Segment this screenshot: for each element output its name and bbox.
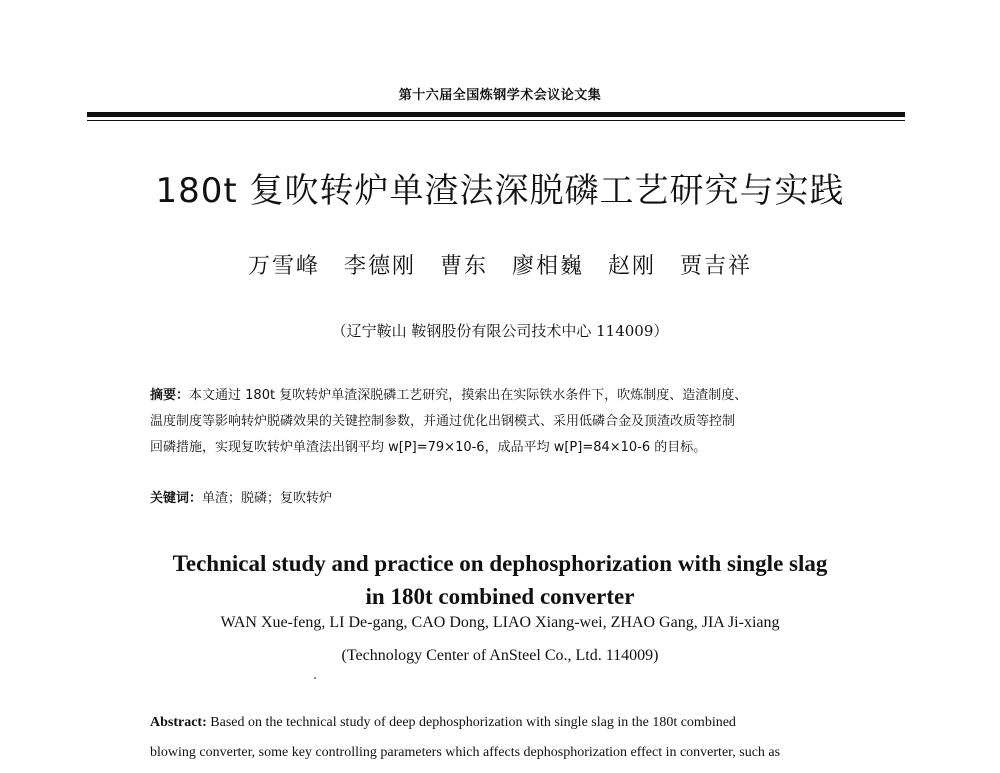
abstract-en-text-1: Based on the technical study of deep dephosphorization with single slag in the 180t combined [206, 715, 736, 730]
scan-speck [314, 677, 316, 679]
abstract-cn-label: 摘要： [150, 388, 190, 403]
running-header: 第十六届全国炼钢学术会议论文集 [398, 88, 602, 103]
authors-cn: 万雪峰 李德刚 曹东 廖相巍 赵刚 贾吉祥 [247, 254, 752, 279]
paper-title-en-line-1: Technical study and practice on dephosphorization with single slag [172, 551, 828, 576]
abstract-cn-line-1 [150, 383, 850, 409]
abstract-cn [150, 383, 850, 461]
keywords-cn-label: 关键词： [150, 491, 203, 506]
abstract-cn-line-3: 回磷措施，实现复吹转炉单渣法出钢平均 w[P]=79×10-6，成品平均 w[P]=84×10-6 的目标。 [150, 440, 707, 455]
abstract-cn-line-2: 温度制度等影响转炉脱磷效果的关键控制参数，并通过优化出钢模式、采用低磷合金及顶渣改质等控制 [150, 414, 736, 429]
keywords-cn [150, 487, 332, 506]
abstract-en-label: Abstract: [150, 715, 207, 730]
abstract-en [150, 713, 850, 773]
header-rule-thick [87, 112, 905, 117]
affiliation-en: (Technology Center of AnSteel Co., Ltd. 114009) [341, 647, 659, 664]
paper-title-en-line-2: in 180t combined converter [365, 584, 635, 609]
affiliation-cn: （辽宁鞍山 鞍钢股份有限公司技术中心 114009） [331, 322, 669, 340]
abstract-cn-text-1: 本文通过 180t 复吹转炉单渣深脱磷工艺研究，摸索出在实际铁水条件下，吹炼制度、造渣制度、 [189, 388, 748, 403]
header-rule-thin [87, 120, 905, 121]
authors-en: WAN Xue-feng, LI De-gang, CAO Dong, LIAO Xiang-wei, ZHAO Gang, JIA Ji-xiang [220, 614, 780, 631]
abstract-en-line-2: blowing converter, some key controlling parameters which affects dephosphorization effect in converter, such as [150, 745, 781, 760]
paper-title-cn: 180t 复吹转炉单渣法深脱磷工艺研究与实践 [155, 171, 845, 211]
paper-title-en [0, 547, 1000, 613]
keywords-cn-text: 单渣；脱磷；复吹转炉 [202, 491, 333, 506]
abstract-en-line-1 [150, 713, 850, 743]
